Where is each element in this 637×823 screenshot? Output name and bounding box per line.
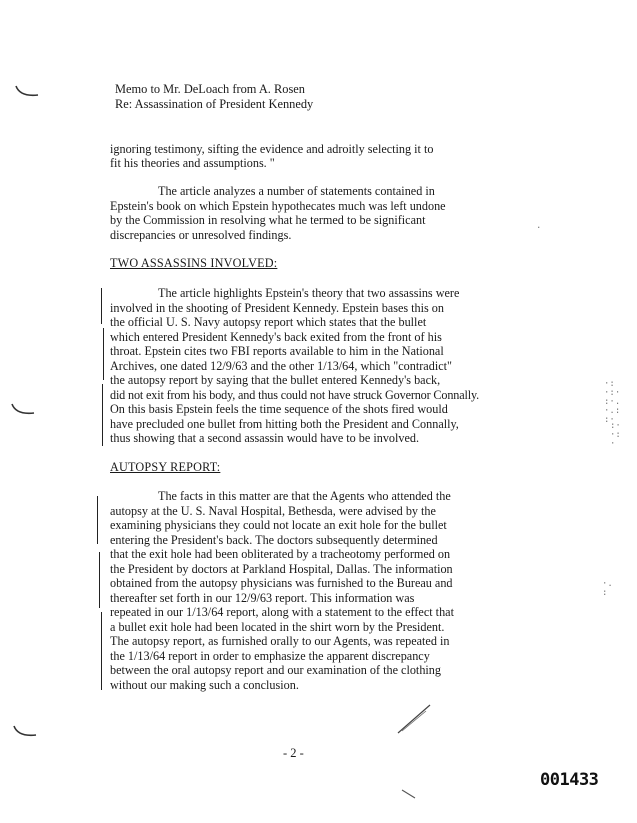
margin-bracket-mark bbox=[101, 612, 102, 690]
section1-line: which entered President Kennedy's back exited from the front of his bbox=[110, 330, 442, 344]
section2-line: the 1/13/64 report in order to emphasize the apparent discrepancy bbox=[110, 649, 430, 663]
scan-speckle: . bbox=[536, 221, 542, 231]
section1-line: On this basis Epstein feels the time sequence of the shots fired would bbox=[110, 402, 448, 416]
pen-stroke-mark bbox=[400, 788, 418, 800]
margin-bracket-mark bbox=[97, 496, 98, 544]
section1-line: thus showing that a second assassin would have to be involved. bbox=[110, 431, 420, 445]
section2-line: obtained from the autopsy physicians was furnished to the Bureau and bbox=[110, 576, 453, 590]
binder-hole-mark bbox=[12, 724, 38, 740]
intro-line: fit his theories and assumptions. " bbox=[110, 156, 275, 170]
section2-line: thereafter set forth in our 12/9/63 report. This information was bbox=[110, 591, 415, 605]
margin-bracket-mark bbox=[101, 288, 102, 324]
section2-line: entering the President's back. The doctors subsequently determined bbox=[110, 533, 438, 547]
section2-line: The facts in this matter are that the Agents who attended the bbox=[158, 489, 451, 503]
scan-speckle: ·: ·:· :·. ·.: :· bbox=[604, 379, 621, 425]
section1-line: the official U. S. Navy autopsy report which states that the bullet bbox=[110, 315, 427, 329]
margin-bracket-mark bbox=[99, 552, 100, 608]
page-number: - 2 - bbox=[283, 746, 304, 760]
section2-line: the President by doctors at Parkland Hospital, Dallas. The information bbox=[110, 562, 453, 576]
section1-line: throat. Epstein cites two FBI reports available to him in the National bbox=[110, 344, 444, 358]
section1-line: Archives, one dated 12/9/63 and the other 1/13/64, which "contradict" bbox=[110, 359, 452, 373]
pen-stroke-mark bbox=[396, 703, 432, 735]
margin-bracket-mark bbox=[103, 328, 104, 380]
scan-speckle: :· ·: · bbox=[610, 421, 621, 449]
scan-speckle: ·. : bbox=[602, 579, 613, 598]
article-line: discrepancies or unresolved findings. bbox=[110, 228, 292, 242]
binder-hole-mark bbox=[14, 84, 40, 100]
article-line: by the Commission in resolving what he termed to be significant bbox=[110, 213, 426, 227]
section1-line: The article highlights Epstein's theory that two assassins were bbox=[158, 286, 460, 300]
section2-line: The autopsy report, as furnished orally to our Agents, was repeated in bbox=[110, 634, 450, 648]
memo-re-line: Re: Assassination of President Kennedy bbox=[115, 97, 314, 111]
article-line: The article analyzes a number of statements contained in bbox=[158, 184, 435, 198]
section2-line: that the exit hole had been obliterated by a tracheotomy performed on bbox=[110, 547, 451, 561]
intro-line: ignoring testimony, sifting the evidence and adroitly selecting it to bbox=[110, 142, 434, 156]
document-number-stamp: 001433 bbox=[540, 770, 599, 790]
section1-line: involved in the shooting of President Kennedy. Epstein bases this on bbox=[110, 301, 444, 315]
section1-line: did not exit from his body, and thus could not have struck Governor Connally. bbox=[110, 388, 480, 402]
section2-line: examining physicians they could not locate an exit hole for the bullet bbox=[110, 518, 447, 532]
section1-line: have precluded one bullet from hitting both the President and Connally, bbox=[110, 417, 459, 431]
article-line: Epstein's book on which Epstein hypothecates much was left undone bbox=[110, 199, 446, 213]
section-heading-two-assassins: TWO ASSASSINS INVOLVED: bbox=[110, 256, 278, 270]
margin-bracket-mark bbox=[102, 384, 103, 446]
section2-line: a bullet exit hole had been located in the shirt worn by the President. bbox=[110, 620, 445, 634]
section2-line: repeated in our 1/13/64 report, along with a statement to the effect that bbox=[110, 605, 454, 619]
binder-hole-mark bbox=[10, 402, 36, 418]
section2-line: autopsy at the U. S. Naval Hospital, Bethesda, were advised by the bbox=[110, 504, 436, 518]
section2-line: without our making such a conclusion. bbox=[110, 678, 299, 692]
section1-line: the autopsy report by saying that the bullet entered Kennedy's back, bbox=[110, 373, 441, 387]
section-heading-autopsy-report: AUTOPSY REPORT: bbox=[110, 460, 221, 474]
section2-line: between the oral autopsy report and our examination of the clothing bbox=[110, 663, 441, 677]
memo-to-line: Memo to Mr. DeLoach from A. Rosen bbox=[115, 82, 305, 96]
